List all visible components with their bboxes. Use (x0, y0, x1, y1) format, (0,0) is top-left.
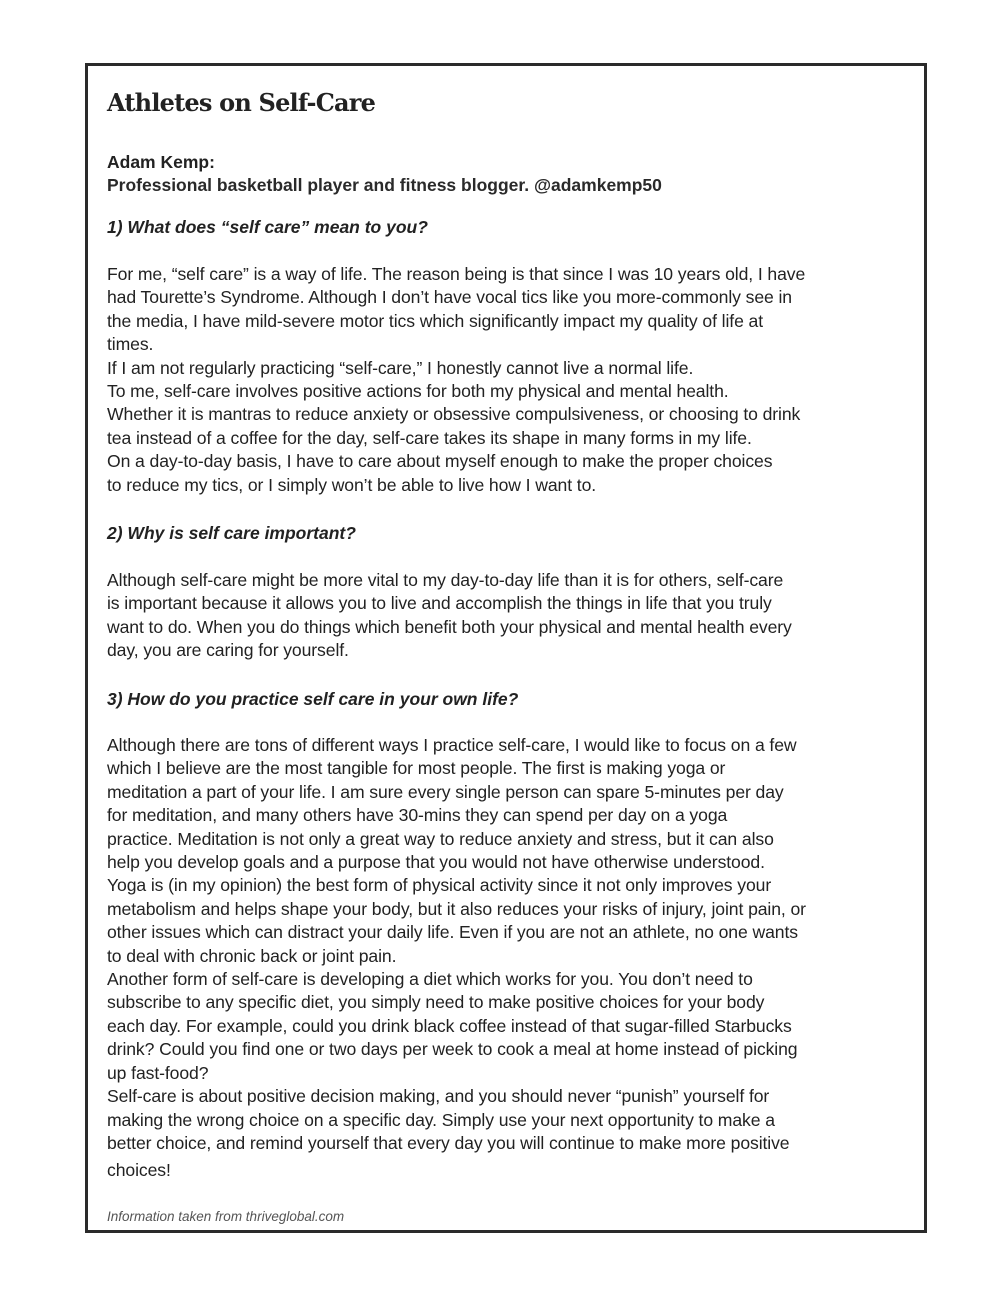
answer-line: up fast-food? (107, 1062, 209, 1083)
answer-line: for meditation, and many others have 30-mins they can spend per day on a yoga (107, 805, 728, 826)
answer-line: Yoga is (in my opinion) the best form of physical activity since it not only improves your (107, 875, 772, 896)
author-description: Professional basketball player and fitness blogger. @adamkemp50 (107, 175, 662, 195)
answer-line: day, you are caring for yourself. (107, 640, 349, 661)
answer-line: To me, self-care involves positive actions for both my physical and mental health. (107, 381, 729, 402)
answer-line: to deal with chronic back or joint pain. (107, 945, 397, 966)
answer-line: other issues which can distract your daily life. Even if you are not an athlete, no one wants (107, 922, 798, 943)
answer-line: choices! (107, 1160, 171, 1181)
answer-line: is important because it allows you to live and accomplish the things in life that you truly (107, 593, 772, 614)
answer-line: the media, I have mild-severe motor tics which significantly impact my quality of life at (107, 310, 764, 331)
answer-line: Self-care is about positive decision making, and you should never “punish” yourself for (107, 1086, 770, 1107)
answer-line: meditation a part of your life. I am sure every single person can spare 5-minutes per day (107, 781, 784, 802)
source-citation: Information taken from thriveglobal.com (107, 1209, 345, 1224)
answer-2 (107, 569, 919, 663)
author-name: Adam Kemp: (107, 152, 215, 172)
answer-1 (107, 263, 919, 497)
question-2: 2) Why is self care important? (107, 523, 356, 543)
answer-line: times. (107, 334, 154, 355)
answer-line: to reduce my tics, or I simply won’t be able to live how I want to. (107, 474, 597, 495)
answer-line: help you develop goals and a purpose that you would not have otherwise understood. (107, 852, 765, 873)
document-frame (85, 63, 927, 1233)
page-title: Athletes on Self-Care (107, 88, 376, 117)
answer-line: If I am not regularly practicing “self-care,” I honestly cannot live a normal life. (107, 357, 694, 378)
answer-line: tea instead of a coffee for the day, self-care takes its shape in many forms in my life. (107, 427, 752, 448)
answer-3 (107, 734, 919, 1183)
answer-line: each day. For example, could you drink black coffee instead of that sugar-filled Starbucks (107, 1015, 792, 1036)
answer-line: making the wrong choice on a specific day. Simply use your next opportunity to make a (107, 1109, 775, 1130)
answer-line: subscribe to any specific diet, you simply need to make positive choices for your body (107, 992, 765, 1013)
answer-line: Another form of self-care is developing a diet which works for you. You don’t need to (107, 969, 753, 990)
answer-line: drink? Could you find one or two days per week to cook a meal at home instead of picking (107, 1039, 798, 1060)
answer-line: had Tourette’s Syndrome. Although I don’t have vocal tics like you more-commonly see in (107, 287, 792, 308)
answer-line: practice. Meditation is not only a great way to reduce anxiety and stress, but it can also (107, 828, 774, 849)
answer-line: better choice, and remind yourself that every day you will continue to make more positive (107, 1132, 790, 1153)
answer-line: On a day-to-day basis, I have to care about myself enough to make the proper choices (107, 451, 773, 472)
question-3: 3) How do you practice self care in your own life? (107, 689, 519, 709)
answer-line: which I believe are the most tangible for most people. The first is making yoga or (107, 758, 726, 779)
answer-line: want to do. When you do things which benefit both your physical and mental health every (107, 616, 792, 637)
answer-line: metabolism and helps shape your body, but it also reduces your risks of injury, joint pain, or (107, 898, 806, 919)
answer-line: Whether it is mantras to reduce anxiety or obsessive compulsiveness, or choosing to drink (107, 404, 801, 425)
answer-line: Although self-care might be more vital to my day-to-day life than it is for others, self-care (107, 570, 784, 590)
question-1: 1) What does “self care” mean to you? (107, 217, 428, 237)
answer-line: Although there are tons of different ways I practice self-care, I would like to focus on a few (107, 735, 797, 755)
answer-line: For me, “self care” is a way of life. The reason being is that since I was 10 years old, I have (107, 264, 806, 284)
